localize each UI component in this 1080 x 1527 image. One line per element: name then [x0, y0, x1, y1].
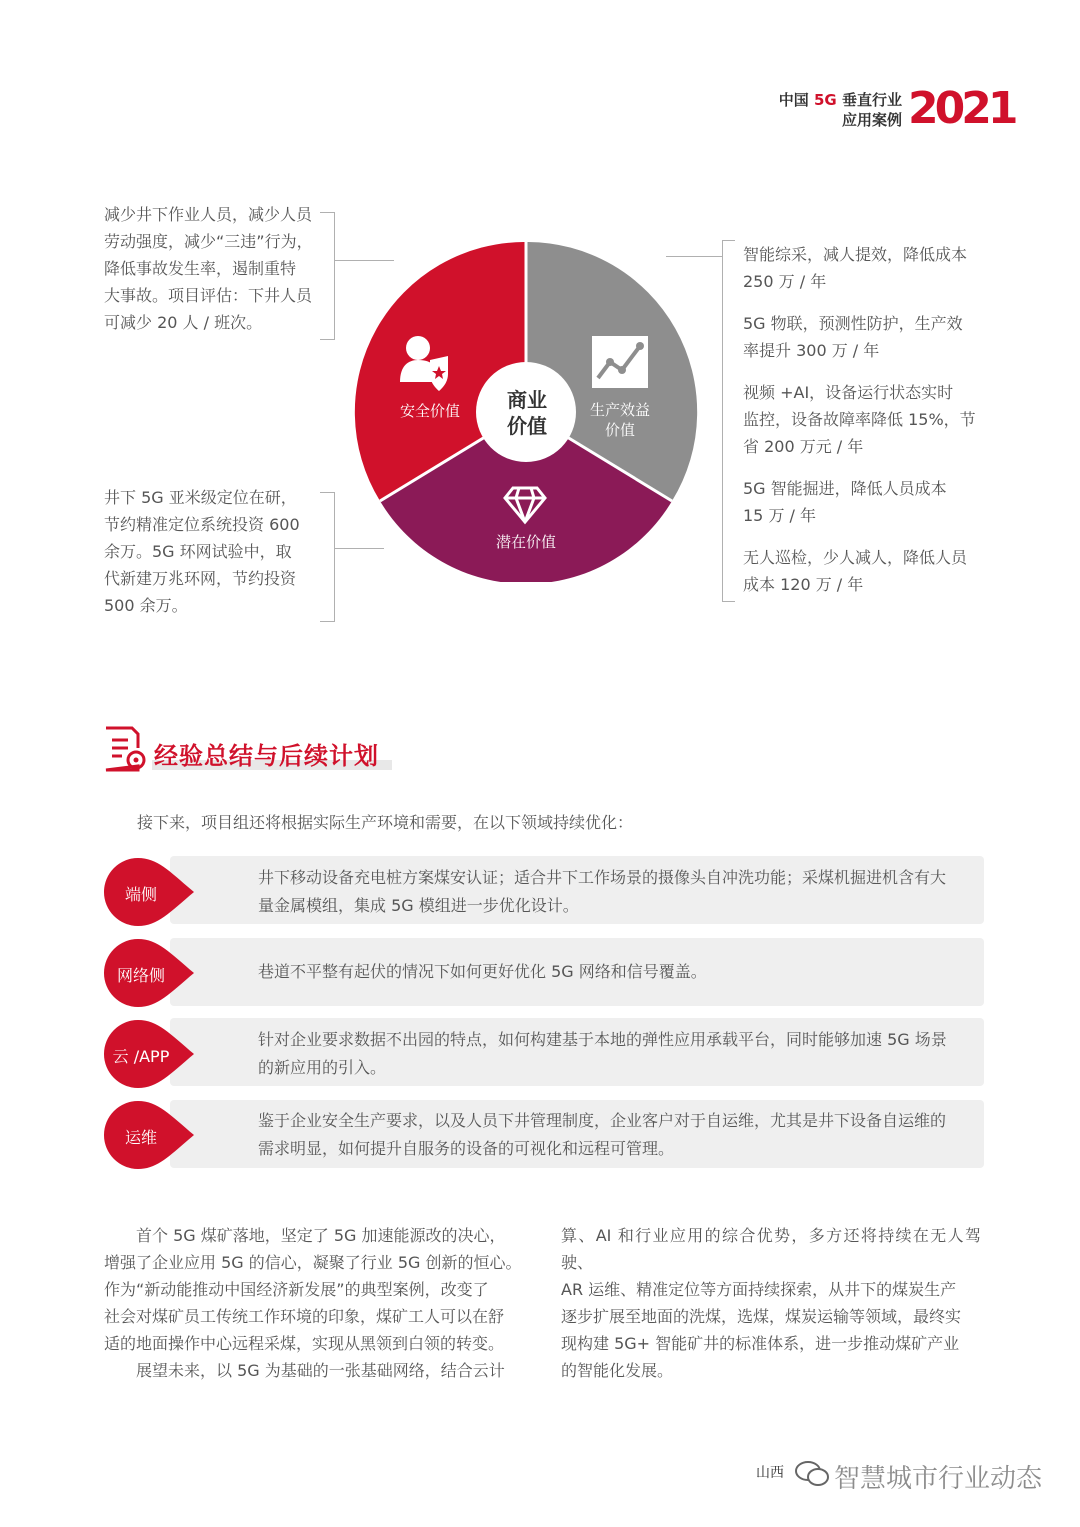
wechat-icon	[795, 1460, 829, 1488]
footer-text: 山西	[756, 1465, 784, 1481]
right-item: 智能综采，减人提效，降低成本 250 万 / 年	[743, 245, 968, 291]
row-text: 巷道不平整有起伏的情况下如何更好优化 5G 网络和信号覆盖。	[258, 962, 707, 981]
section-intro: 接下来，项目组还将根据实际生产环境和需要，在以下领域持续优化：	[137, 813, 634, 832]
row-label-device: 端侧	[124, 885, 157, 904]
row-text: 针对企业要求数据不出园的特点，如何构建基于本地的弹性应用承载平台，同时能够加速 5G 场景 的新应用的引入。	[258, 1030, 947, 1077]
header-prefix: 中国	[778, 91, 809, 109]
row-label-cloud: 云 /APP	[112, 1047, 170, 1066]
header-year: 2021	[908, 83, 1015, 134]
body-right-column: 算、AI 和行业应用的综合优势，多方还将持续在无人驾驶、 AR 运维、精准定位等方面持续探索，从井下的煤炭生产 逐步扩展至地面的洗煤，选煤，煤炭运输等领域，最终实 现构建 5G+ 智能矿井的标准体系，进一步推动煤矿产业 的智能化发展。	[561, 1226, 981, 1380]
line-chart-icon	[592, 336, 648, 388]
row-text: 鉴于企业安全生产要求，以及人员下井管理制度，企业客户对于自运维，尤其是井下设备自运维的 需求明显，如何提升自服务的设备的可视化和远程可管理。	[258, 1111, 947, 1158]
production-value-label: 生产效益 价值	[589, 401, 650, 439]
header-line2: 应用案例	[841, 111, 902, 129]
left-bottom-text: 井下 5G 亚米级定位在研， 节约精准定位系统投资 600 余万。5G 环网试验中，取 代新建万兆环网，节约投资 500 余万。	[104, 488, 300, 615]
header-suffix: 垂直行业	[841, 91, 902, 109]
right-item: 无人巡检，少人减人，降低人员 成本 120 万 / 年	[743, 548, 968, 594]
row-label-ops: 运维	[124, 1128, 157, 1147]
watermark: 智慧城市行业动态	[834, 1464, 1043, 1494]
connector-line	[666, 256, 722, 257]
potential-value-label: 潜在价值	[495, 533, 556, 551]
header-5g: 5G	[814, 91, 837, 109]
row-label-network: 网络侧	[116, 966, 165, 985]
right-item: 视频 +AI，设备运行状态实时 监控，设备故障率降低 15%，节 省 200 万元 / 年	[743, 383, 976, 456]
right-bracket	[722, 240, 735, 602]
body-left-column: 首个 5G 煤矿落地，坚定了 5G 加速能源改的决心， 增强了企业应用 5G 的信心，凝聚了行业 5G 创新的恒心。 作为“新动能推动中国经济新发展”的典型案例，改变了 社会对煤矿员工传统工作环境的印象，煤矿工人可以在舒 适的地面操作中心远程采煤，实现从黑领到白领的转变。 展望未来，以 5G 为基础的一张基础网络，结合云计	[104, 1226, 522, 1380]
left-bottom-bracket	[320, 492, 335, 622]
center-label: 商业 价值	[507, 388, 547, 438]
left-top-text: 减少井下作业人员，减少人员 劳动强度，减少“三违”行为， 降低事故发生率，遏制重特 大事故。项目评估：下井人员 可减少 20 人 / 班次。	[104, 205, 313, 332]
section-title: 经验总结与后续计划	[154, 742, 379, 770]
left-top-bracket	[320, 212, 335, 340]
right-item: 5G 物联，预测性防护，生产效 率提升 300 万 / 年	[743, 314, 963, 360]
header-title	[779, 90, 902, 130]
safety-value-label: 安全价值	[399, 402, 460, 420]
row-text: 井下移动设备充电桩方案煤安认证；适合井下工作场景的摄像头自冲洗功能；采煤机掘进机含有大 量金属模组，集成 5G 模组进一步优化设计。	[258, 868, 947, 915]
right-item: 5G 智能掘进，降低人员成本 15 万 / 年	[743, 479, 947, 525]
document-icon	[102, 726, 148, 774]
right-text	[743, 241, 983, 613]
